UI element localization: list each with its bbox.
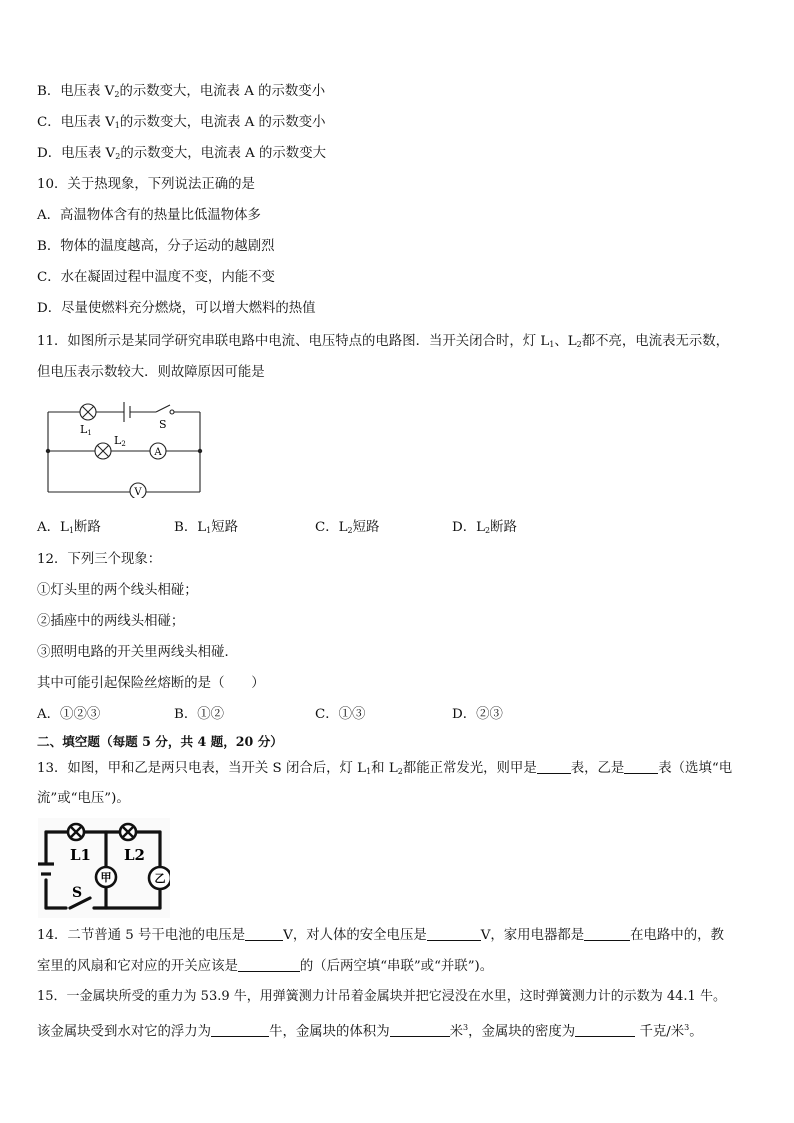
q12-option-d: D．②③ xyxy=(452,707,503,722)
q10-option-c: C．水在凝固过程中温度不变，内能不变 xyxy=(37,270,275,285)
answer-blank[interactable] xyxy=(211,1022,269,1037)
q11-option-a: A．$L_1$断路 xyxy=(37,520,101,535)
label-l2: L2 xyxy=(114,434,126,448)
q9-option-d: D．电压表 $V_2$的示数变大，电流表 A 的示数变大 xyxy=(37,146,326,161)
q11-stem-line2: 但电压表示数较大．则故障原因可能是 xyxy=(37,365,265,380)
q10-option-d: D．尽量使燃料充分燃烧，可以增大燃料的热值 xyxy=(37,301,316,316)
q12-item-3: ③照明电路的开关里两线头相碰． xyxy=(37,645,238,660)
q12-question: 其中可能引起保险丝熔断的是（ ） xyxy=(37,676,265,691)
q13-line2: 流”或“电压”)。 xyxy=(37,791,130,806)
q10-option-b: B．物体的温度越高，分子运动的越剧烈 xyxy=(37,239,275,254)
answer-blank[interactable] xyxy=(238,957,300,972)
answer-blank[interactable] xyxy=(584,926,630,941)
q12-stem: 12．下列三个现象： xyxy=(37,552,162,567)
q11-stem-line1: 11．如图所示是某同学研究串联电路中电流、电压特点的电路图．当开关闭合时，灯 $L_1$、$L_2$都不亮，电流表无示数， xyxy=(37,334,730,349)
q13-line1: 13．如图，甲和乙是两只电表，当开关 S 闭合后，灯 $L_1$和 $L_2$都能正常发光，则甲是 表，乙是 表（选填“电 xyxy=(37,761,733,776)
answer-blank[interactable] xyxy=(537,759,571,774)
label-l2: L2 xyxy=(124,846,145,864)
answer-blank[interactable] xyxy=(575,1022,635,1037)
q11-option-b: B．$L_1$短路 xyxy=(174,520,238,535)
q9-option-c: C．电压表 $V_1$的示数变大，电流表 A 的示数变小 xyxy=(37,115,326,130)
q15-line2: 该金属块受到水对它的浮力为 牛，金属块的体积为 米$^3$，金属块的密度为 千克/米$^3$。 xyxy=(37,1023,703,1040)
q12-item-2: ②插座中的两线头相碰； xyxy=(37,614,185,629)
q12-option-b: B．①② xyxy=(174,707,225,722)
label-l1: L1 xyxy=(70,846,91,864)
q14-line1: 14．二节普通 5 号干电池的电压是 V，对人体的安全电压是 V，家用电器都是 在电路中的，教 xyxy=(37,928,724,943)
q11-option-c: C．$L_2$短路 xyxy=(315,520,380,535)
label-switch: S xyxy=(159,418,167,431)
voltmeter-label: V xyxy=(134,487,142,498)
answer-blank[interactable] xyxy=(390,1022,450,1037)
q12-item-1: ①灯头里的两个线头相碰； xyxy=(37,583,198,598)
label-switch: S xyxy=(72,885,83,901)
answer-blank[interactable] xyxy=(245,926,283,941)
q13-circuit-diagram xyxy=(38,818,170,918)
q12-option-c: C．①③ xyxy=(315,707,366,722)
answer-blank[interactable] xyxy=(427,926,481,941)
q11-circuit-diagram xyxy=(38,396,208,498)
label-l1: L1 xyxy=(80,423,92,437)
junction-dot xyxy=(46,449,50,453)
ammeter-label: A xyxy=(154,447,162,458)
q10-option-a: A．高温物体含有的热量比低温物体多 xyxy=(37,208,261,223)
meter-yi-label: 乙 xyxy=(154,872,166,885)
q11-option-d: D．$L_2$断路 xyxy=(452,520,517,535)
q14-line2: 室里的风扇和它对应的开关应该是 的（后两空填“串联”或“并联”)。 xyxy=(37,959,494,974)
meter-jia-label: 甲 xyxy=(100,871,112,884)
section-title: 二、填空题（每题 5 分，共 4 题，20 分） xyxy=(37,734,283,749)
q12-option-a: A．①②③ xyxy=(37,707,101,722)
q15-line1: 15．一金属块所受的重力为 53.9 牛，用弹簧测力计吊着金属块并把它浸没在水里，这时弹簧测力计的示数为 44.1 牛。 xyxy=(37,989,726,1004)
q10-stem: 10．关于热现象，下列说法正确的是 xyxy=(37,177,255,192)
q9-option-b: B．电压表 $V_2$的示数变大，电流表 A 的示数变小 xyxy=(37,84,326,99)
junction-dot xyxy=(198,449,202,453)
answer-blank[interactable] xyxy=(624,759,658,774)
